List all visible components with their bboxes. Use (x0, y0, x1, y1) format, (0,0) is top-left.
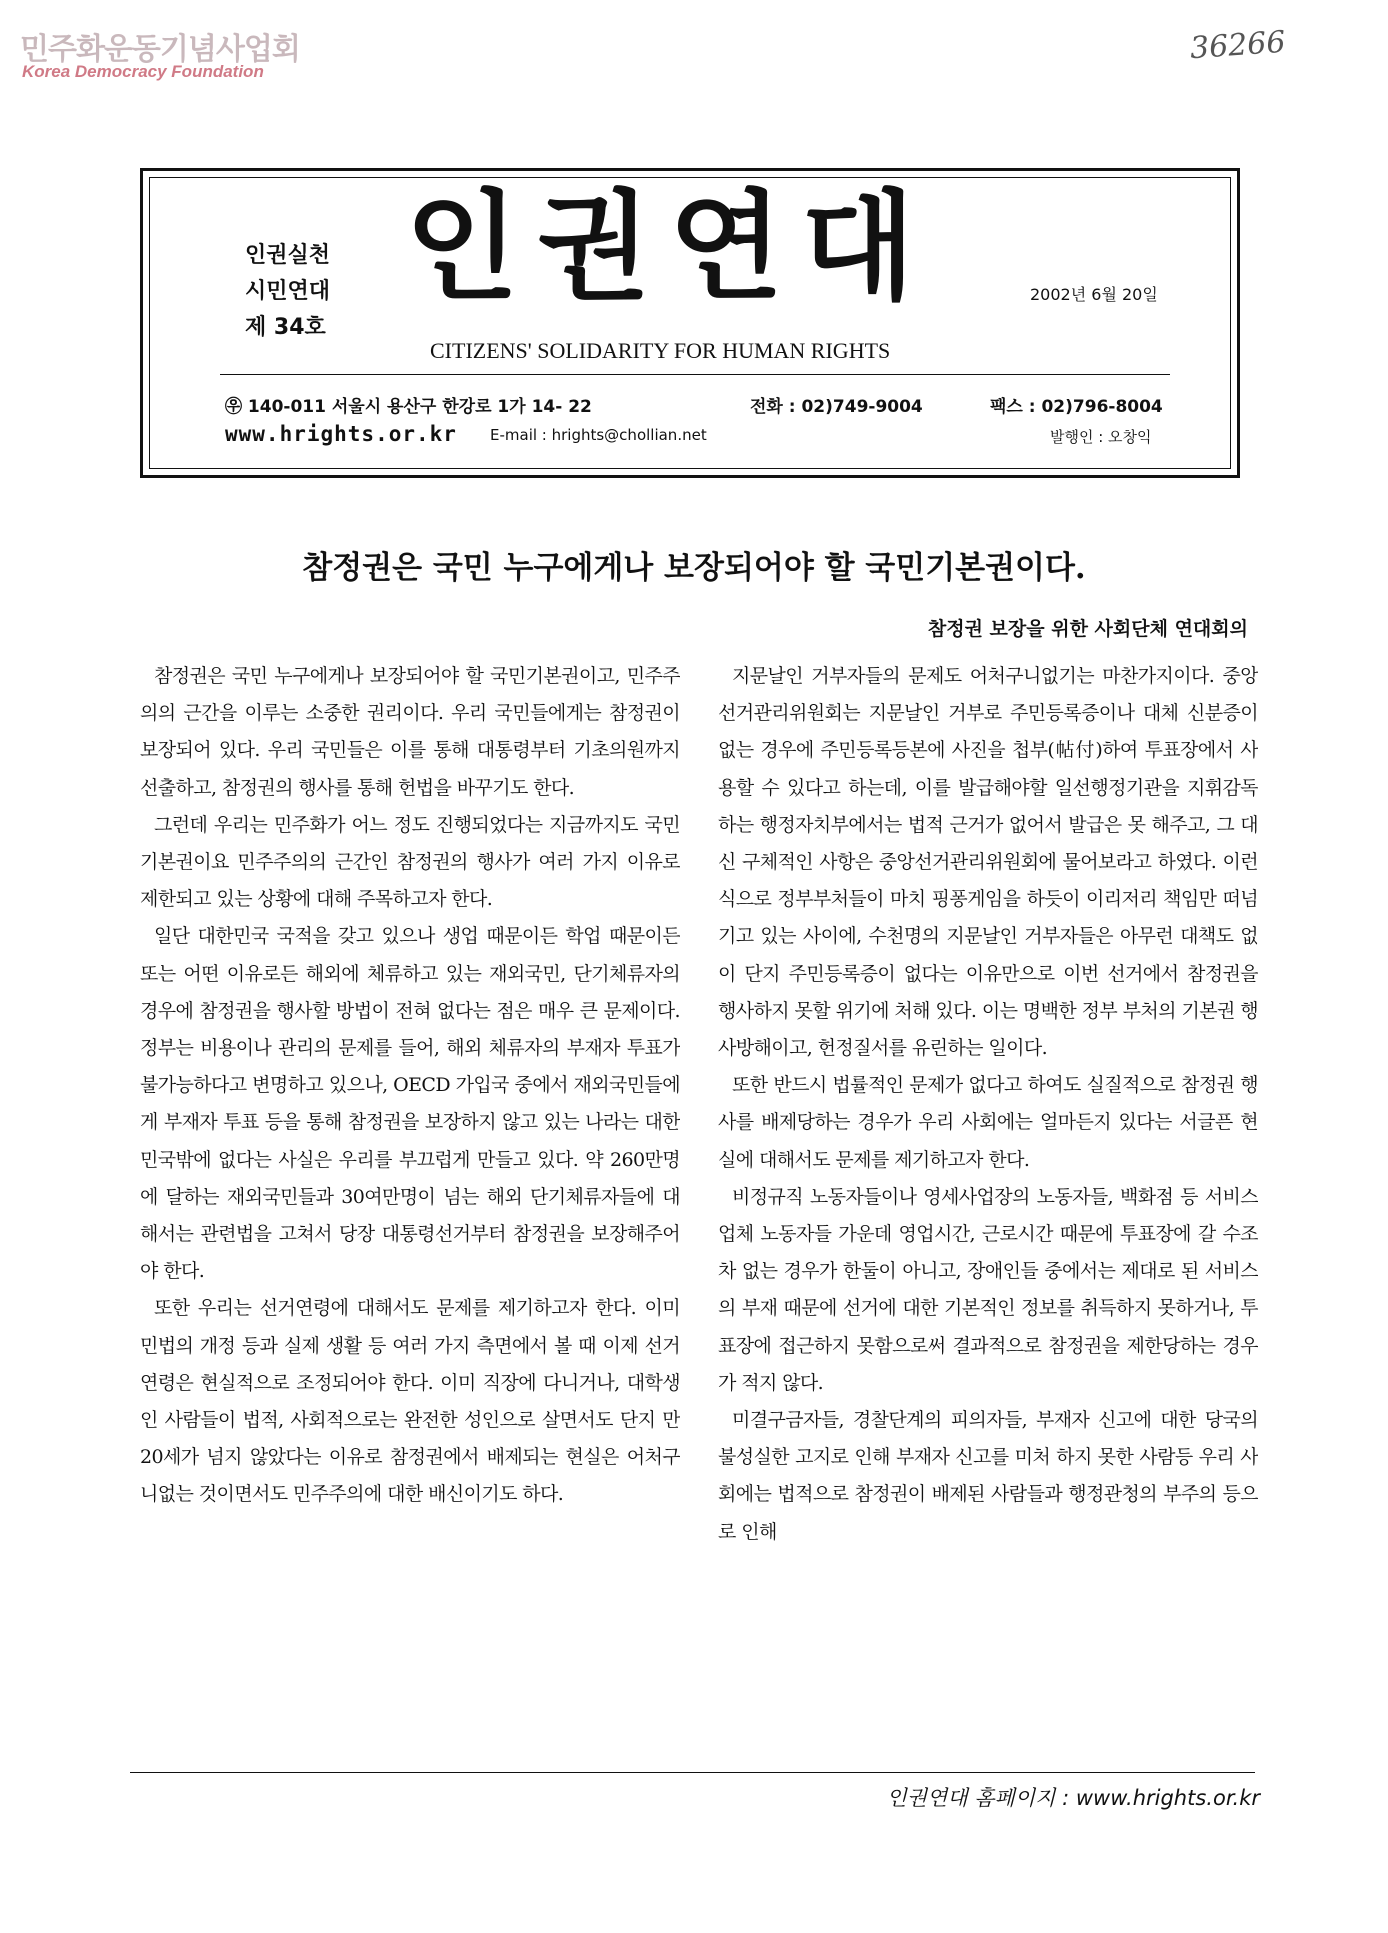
paragraph: 참정권은 국민 누구에게나 보장되어야 할 국민기본권이고, 민주주의의 근간을 이루는 소중한 권리이다. 우리 국민들에게는 참정권이 보장되어 있다. 우리 국민들은 이를 통해 대통령부터 기초의원까지 선출하고, 참정권의 행사를 통해 헌법을 바꾸기도 한다. (140, 665, 680, 799)
newsletter-title: 인권연대 (405, 178, 933, 316)
website: www.hrights.or.kr (225, 422, 457, 446)
article-headline: 참정권은 국민 누구에게나 보장되어야 할 국민기본권이다. (302, 550, 1086, 586)
masthead-divider (220, 374, 1170, 375)
article-byline: 참정권 보장을 위한 사회단체 연대회의 (927, 618, 1248, 640)
foundation-stamp-korean: 민주화운동기념사업회 (20, 32, 300, 67)
article-column-right (718, 658, 1258, 1738)
publisher: 발행인 : 오창익 (1050, 428, 1152, 446)
issue-date: 2002년 6월 20일 (1030, 285, 1158, 304)
org-line-2: 시민연대 (245, 279, 331, 304)
footer-divider (130, 1772, 1255, 1773)
issue-number: 제 34호 (245, 315, 326, 340)
paragraph: 일단 대한민국 국적을 갖고 있으나 생업 때문이든 학업 때문이든 또는 어떤 이유로든 해외에 체류하고 있는 재외국민, 단기체류자의 경우에 참정권을 행사할 방법이 전혀 없다는 점은 매우 큰 문제이다. 정부는 비용이나 관리의 문제를 들어, 해외 체류자의 부재자 투표가 불가능하다고 변명하고 있으나, OECD 가입국 중에서 재외국민들에게 부재자 투표 등을 통해 참정권을 보장하지 않고 있는 나라는 대한민국밖에 없다는 사실은 우리를 부끄럽게 만들고 있다. 약 260만명에 달하는 재외국민들과 30여만명이 넘는 해외 단기체류자들에 대해서는 관련법을 고쳐서 당장 대통령선거부터 참정권을 보장해주어야 한다. (140, 925, 680, 1283)
org-lines (245, 238, 330, 346)
english-title: CITIZENS' SOLIDARITY FOR HUMAN RIGHTS (430, 338, 891, 363)
paragraph: 비정규직 노동자들이나 영세사업장의 노동자들, 백화점 등 서비스업체 노동자들 가운데 영업시간, 근로시간 때문에 투표장에 갈 수조차 없는 경우가 한둘이 아니고, 장애인들 중에서는 제대로 된 서비스의 부재 때문에 선거에 대한 기본적인 정보를 취득하지 못하거나, 투표장에 접근하지 못함으로써 결과적으로 참정권을 제한당하는 경우가 적지 않다. (718, 1185, 1258, 1394)
paragraph: 미결구금자들, 경찰단계의 피의자들, 부재자 신고에 대한 당국의 불성실한 고지로 인해 부재자 신고를 미처 하지 못한 사람등 우리 사회에는 법적으로 참정권이 배제된 사람들과 행정관청의 부주의 등으로 인해 (718, 1409, 1258, 1543)
masthead (140, 168, 1240, 478)
paragraph: 지문날인 거부자들의 문제도 어처구니없기는 마찬가지이다. 중앙선거관리위원회는 지문날인 거부로 주민등록증이나 대체 신분증이 없는 경우에 주민등록등본에 사진을 첩부(帖付)하여 투표장에서 사용할 수 있다고 하는데, 이를 발급해야할 일선행정기관을 지휘감독하는 행정자치부에서는 법적 근거가 없어서 발급은 못 해주고, 그 대신 구체적인 사항은 중앙선거관리위원회에 물어보라고 하였다. 이런 식으로 정부부처들이 마치 핑퐁게임을 하듯이 이리저리 책임만 떠넘기고 있는 사이에, 수천명의 지문날인 거부자들은 아무런 대책도 없이 단지 주민등록증이 없다는 이유만으로 이번 선거에서 참정권을 행사하지 못할 위기에 처해 있다. 이는 명백한 정부 부처의 기본권 행사방해이고, 헌정질서를 유린하는 일이다. (718, 665, 1258, 1060)
archive-number: 36266 (1188, 24, 1287, 67)
email: E-mail : hrights@chollian.net (490, 426, 707, 444)
article-column-left (140, 658, 680, 1738)
paragraph: 또한 반드시 법률적인 문제가 없다고 하여도 실질적으로 참정권 행사를 배제당하는 경우가 우리 사회에는 얼마든지 있다는 서글픈 현실에 대해서도 문제를 제기하고자 한다. (718, 1074, 1258, 1171)
masthead-inner-border (149, 177, 1231, 469)
address: ㉾ 140-011 서울시 용산구 한강로 1가 14- 22 (225, 397, 592, 417)
foundation-stamp-english: Korea Democracy Foundation (22, 62, 264, 81)
phone: 전화 : 02)749-9004 (750, 397, 923, 417)
paragraph: 그런데 우리는 민주화가 어느 정도 진행되었다는 지금까지도 국민기본권이요 민주주의의 근간인 참정권의 행사가 여러 가지 이유로 제한되고 있는 상황에 대해 주목하고자 한다. (140, 813, 680, 911)
org-line-1: 인권실천 (245, 243, 331, 268)
footer-homepage: 인권연대 홈페이지 : www.hrights.or.kr (886, 1786, 1260, 1810)
fax: 팩스 : 02)796-8004 (990, 397, 1163, 417)
paragraph: 또한 우리는 선거연령에 대해서도 문제를 제기하고자 한다. 이미 민법의 개정 등과 실제 생활 등 여러 가지 측면에서 볼 때 이제 선거연령은 현실적으로 조정되어야 한다. 이미 직장에 다니거나, 대학생인 사람들이 법적, 사회적으로는 완전한 성인으로 살면서도 단지 만 20세가 넘지 않았다는 이유로 참정권에서 배제되는 현실은 어처구니없는 것이면서도 민주주의에 대한 배신이기도 하다. (140, 1297, 680, 1506)
